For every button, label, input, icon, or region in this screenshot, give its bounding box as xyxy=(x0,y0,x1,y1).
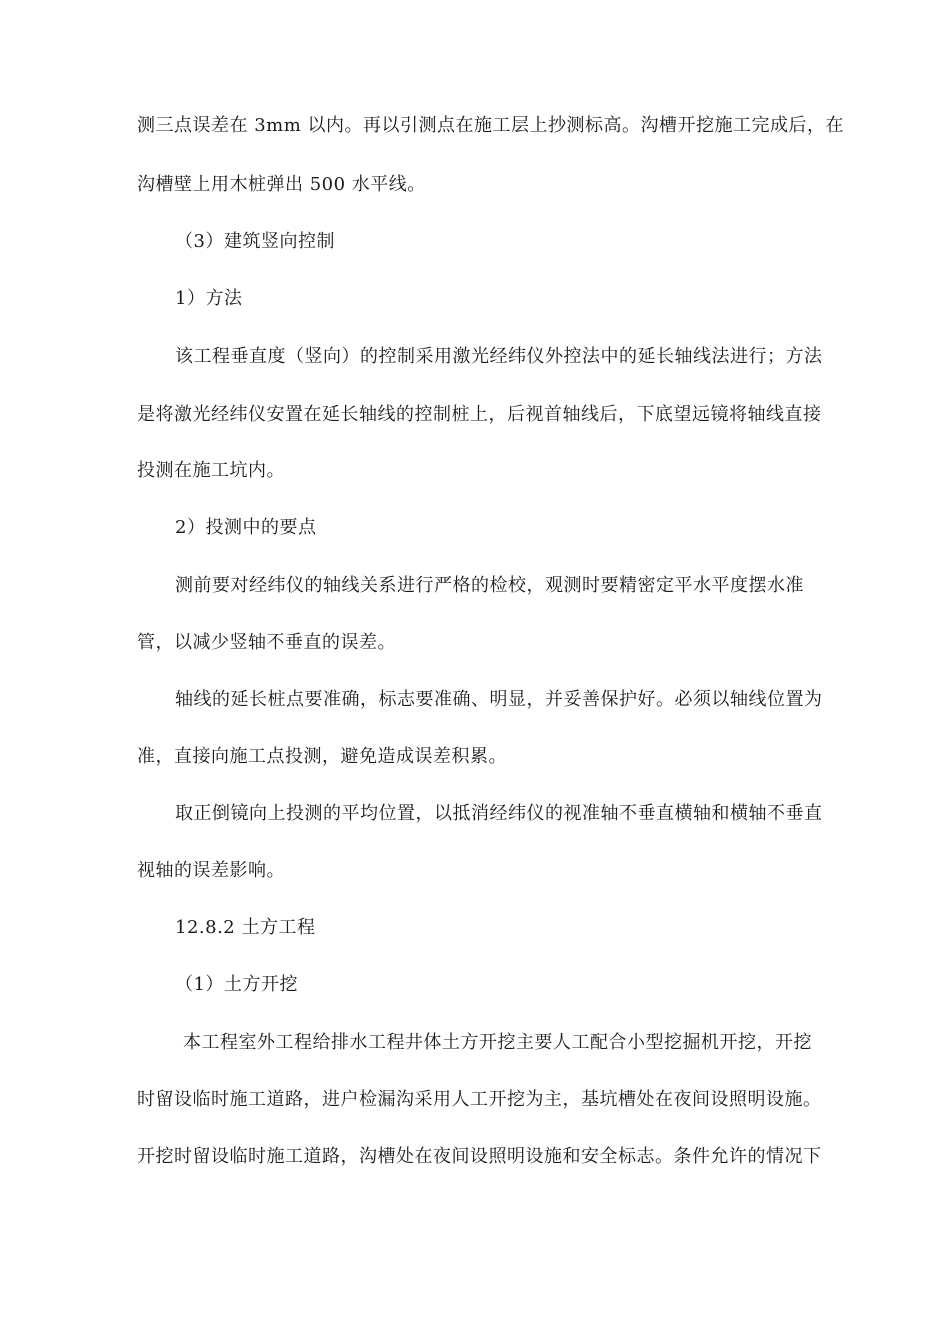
subsection-heading: （1）土方开挖 xyxy=(175,974,298,995)
paragraph-first-line: 本工程室外工程给排水工程井体土方开挖主要人工配合小型挖掘机开挖，开挖 xyxy=(183,1032,812,1053)
body-text-line: 管，以减少竖轴不垂直的误差。 xyxy=(137,632,396,653)
body-text-line: 是将激光经纬仪安置在延长轴线的控制桩上，后视首轴线后，下底望远镜将轴线直接 xyxy=(137,404,822,425)
item-heading: 2）投测中的要点 xyxy=(175,517,317,538)
item-heading: 1）方法 xyxy=(175,288,243,309)
subsection-heading: （3）建筑竖向控制 xyxy=(175,231,335,252)
paragraph-first-line: 测前要对经纬仪的轴线关系进行严格的检校，观测时要精密定平水平度摆水准 xyxy=(175,575,804,596)
paragraph-first-line: 轴线的延长桩点要准确，标志要准确、明显，并妥善保护好。必须以轴线位置为 xyxy=(175,689,823,710)
paragraph-first-line: 该工程垂直度（竖向）的控制采用激光经纬仪外控法中的延长轴线法进行；方法 xyxy=(175,346,823,367)
section-heading: 12.8.2 土方工程 xyxy=(175,917,316,938)
paragraph-first-line: 取正倒镜向上投测的平均位置，以抵消经纬仪的视准轴不垂直横轴和横轴不垂直 xyxy=(175,803,823,824)
body-text-line: 时留设临时施工道路，进户检漏沟采用人工开挖为主，基坑槽处在夜间设照明设施。 xyxy=(137,1089,822,1110)
body-text-line: 视轴的误差影响。 xyxy=(137,860,285,881)
body-text-line: 测三点误差在 3mm 以内。再以引测点在施工层上抄测标高。沟槽开挖施工完成后，在 xyxy=(137,115,845,136)
body-text-line: 准，直接向施工点投测，避免造成误差积累。 xyxy=(137,746,507,767)
body-text-line: 开挖时留设临时施工道路，沟槽处在夜间设照明设施和安全标志。条件允许的情况下 xyxy=(137,1146,822,1167)
body-text-line: 沟槽壁上用木桩弹出 500 水平线。 xyxy=(137,174,426,195)
body-text-line: 投测在施工坑内。 xyxy=(137,460,285,481)
